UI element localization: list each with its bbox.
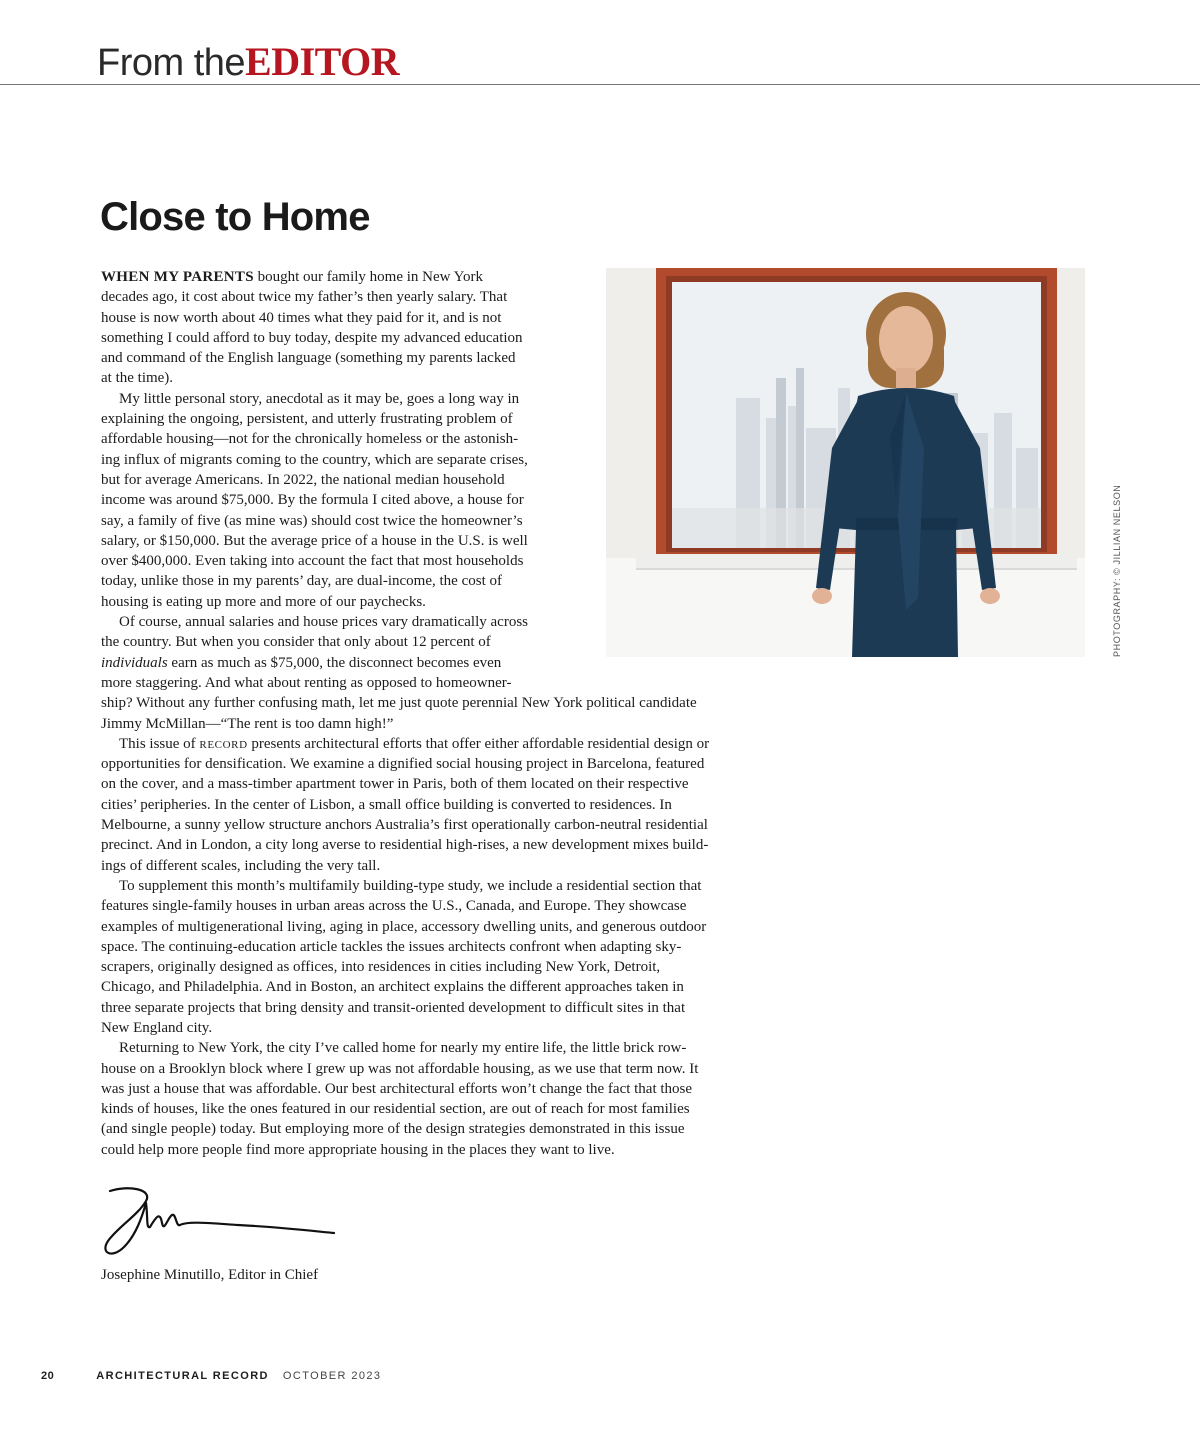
- line-text: bought our family home in New York: [253, 269, 483, 285]
- body-line: was just a house that was affordable. Our best architectural efforts won’t change the fact that those: [101, 1080, 693, 1097]
- body-line: precinct. And in London, a city long averse to residential high-rises, a new development mixes build-: [101, 837, 709, 854]
- body-line: explaining the ongoing, persistent, and utterly frustrating problem of: [101, 411, 513, 428]
- body-line: the country. But when you consider that only about 12 percent of: [101, 634, 491, 651]
- body-line: New England city.: [101, 1019, 213, 1036]
- body-line: ing influx of migrants coming to the country, which are separate crises,: [101, 451, 528, 468]
- body-line: affordable housing—not for the chronically homeless or the astonish-: [101, 431, 519, 448]
- body-line: [101, 653, 773, 673]
- section-header: [97, 40, 399, 84]
- header-divider: [0, 84, 1200, 85]
- body-line: examples of multigenerational living, aging in place, accessory dwelling units, and generous outdoor: [101, 918, 707, 935]
- body-line: [101, 267, 773, 287]
- body-line: ings of different scales, including the very tall.: [101, 857, 381, 874]
- lead-in: WHEN MY PARENTS: [101, 269, 254, 285]
- body-line: three separate projects that bring density and transit-oriented development to difficult sites in that: [101, 999, 686, 1016]
- body-line: house is now worth about 40 times what they paid for it, and is not: [101, 309, 502, 326]
- body-line: space. The continuing-education article tackles the issues architects confront when adapting sky-: [101, 938, 682, 955]
- page-footer: [41, 1370, 381, 1382]
- editor-signature: [98, 1183, 340, 1261]
- body-line: over $400,000. Even taking into account the fact that most households: [101, 553, 524, 570]
- body-line: something I could afford to buy today, despite my advanced education: [101, 329, 523, 346]
- body-line: salary, or $150,000. But the average price of a house in the U.S. is well: [101, 532, 528, 549]
- page-number: 20: [41, 1370, 55, 1382]
- line-text: presents architectural efforts that offer either affordable residential design or: [247, 735, 710, 752]
- body-line: features single-family houses in urban areas across the U.S., Canada, and Europe. They showcase: [101, 898, 687, 915]
- section-header-prefix: From the: [97, 42, 246, 84]
- body-line: housing is eating up more and more of our paychecks.: [101, 593, 426, 610]
- body-line: [101, 734, 773, 754]
- body-line: today, unlike those in my parents’ day, are dual-income, the cost of: [101, 573, 502, 590]
- body-line: on the cover, and a mass-timber apartment tower in Paris, both of them located on their respective: [101, 776, 689, 793]
- body-line: cities’ peripheries. In the center of Lisbon, a small office building is converted to residences. In: [101, 796, 672, 813]
- line-text: This issue of: [119, 735, 200, 752]
- body-line: Of course, annual salaries and house prices vary dramatically across: [119, 614, 529, 631]
- line-text: earn as much as $75,000, the disconnect becomes even: [167, 654, 502, 671]
- body-line: income was around $75,000. By the formula I cited above, a house for: [101, 492, 524, 509]
- photo-credit: PHOTOGRAPHY: © JILLIAN NELSON: [1112, 484, 1122, 657]
- body-line: scrapers, originally designed as offices, into residences in cities including New York, Detroit,: [101, 959, 661, 976]
- body-line: could help more people find more appropriate housing in the places they want to live.: [101, 1141, 615, 1158]
- body-line: My little personal story, anecdotal as it may be, goes a long way in: [119, 390, 520, 407]
- article-body: [101, 267, 773, 1160]
- body-line: house on a Brooklyn block where I grew up was not affordable housing, as we use that term now. It: [101, 1060, 699, 1077]
- body-line: opportunities for densification. We examine a dignified social housing project in Barcelona, featured: [101, 756, 705, 773]
- body-line: Melbourne, a sunny yellow structure anchors Australia’s first operationally carbon-neutral residential: [101, 817, 708, 834]
- body-line: more staggering. And what about renting as opposed to homeowner-: [101, 674, 512, 691]
- body-line: To supplement this month’s multifamily building-type study, we include a residential section that: [119, 877, 702, 894]
- body-line: at the time).: [101, 370, 174, 387]
- body-line: kinds of houses, like the ones featured in our residential section, are out of reach for most families: [101, 1101, 690, 1118]
- body-line: but for average Americans. In 2022, the national median household: [101, 471, 505, 488]
- body-line: ship? Without any further confusing math, let me just quote perennial New York political candidate: [101, 695, 697, 712]
- body-line: decades ago, it cost about twice my father’s then yearly salary. That: [101, 289, 508, 306]
- body-line: Jimmy McMillan—“The rent is too damn high!”: [101, 715, 394, 732]
- body-line: (and single people) today. But employing more of the design strategies demonstrated in this issue: [101, 1121, 685, 1138]
- footer-magazine: ARCHITECTURAL RECORD: [96, 1370, 269, 1382]
- body-line: Returning to New York, the city I’ve called home for nearly my entire life, the little brick row-: [119, 1040, 687, 1057]
- section-header-name: EDITOR: [245, 39, 400, 84]
- emphasis: individuals: [101, 654, 168, 671]
- footer-issue-date: OCTOBER 2023: [282, 1370, 382, 1382]
- body-line: Chicago, and Philadelphia. And in Boston, an architect explains the different approaches taken in: [101, 979, 684, 996]
- magazine-name-smallcaps: RECORD: [199, 738, 248, 751]
- body-line: say, a family of five (as mine was) should cost twice the homeowner’s: [101, 512, 523, 529]
- signature-caption: Josephine Minutillo, Editor in Chief: [101, 1267, 319, 1283]
- article-title: Close to Home: [100, 195, 370, 239]
- body-line: and command of the English language (something my parents lacked: [101, 350, 516, 367]
